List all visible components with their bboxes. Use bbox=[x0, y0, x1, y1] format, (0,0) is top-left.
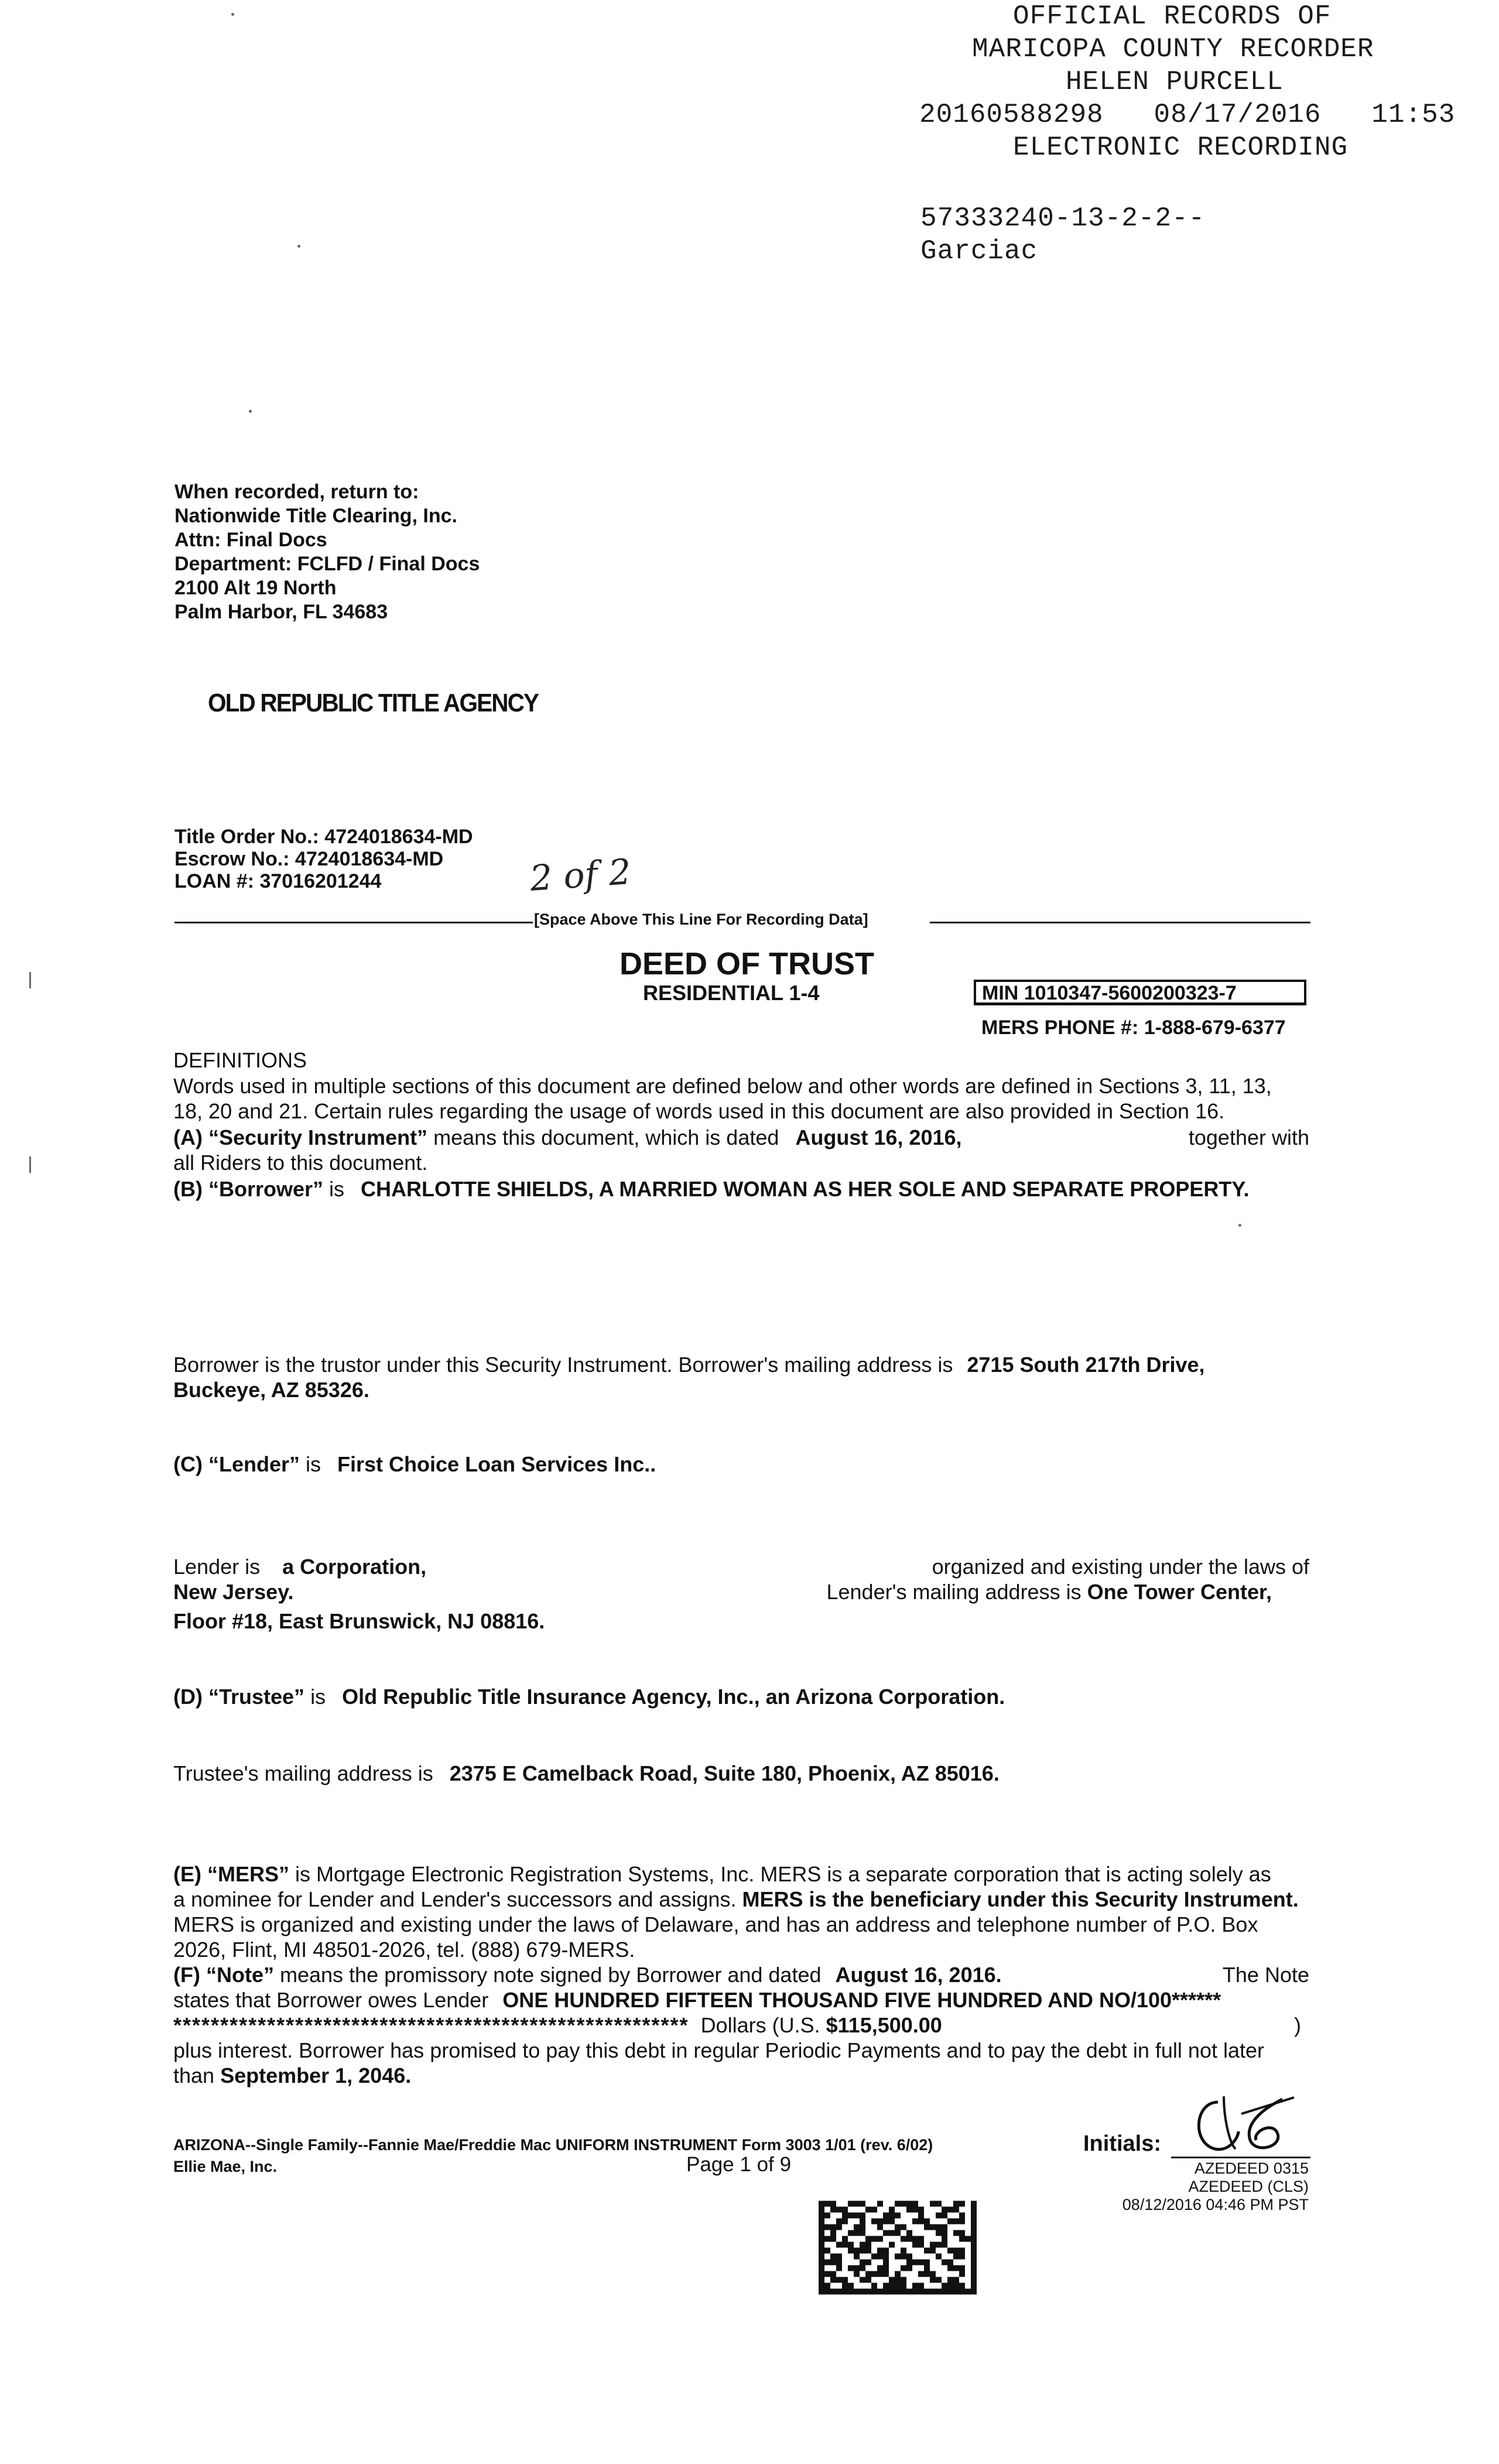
title-order-number: Title Order No.: 4724018634-MD bbox=[174, 826, 473, 848]
stamp-line-4 bbox=[919, 98, 1481, 131]
initials-line bbox=[1171, 2157, 1310, 2158]
def-a-label: (A) “Security Instrument” bbox=[173, 1125, 428, 1149]
return-to-line: Nationwide Title Clearing, Inc. bbox=[174, 505, 458, 527]
lender-address-street: One Tower Center, bbox=[1087, 1580, 1272, 1604]
def-e-label: (E) “MERS” bbox=[173, 1862, 289, 1886]
form-code-3: 08/12/2016 04:46 PM PST bbox=[1122, 2196, 1309, 2213]
return-to-line: Department: FCLFD / Final Docs bbox=[174, 553, 480, 575]
note-date: August 16, 2016. bbox=[835, 1963, 1002, 1987]
def-f-line-5 bbox=[173, 2063, 411, 2088]
min-box bbox=[974, 980, 1306, 1005]
loan-amount: $115,500.00 bbox=[826, 2013, 942, 2037]
def-a-together: together with bbox=[1188, 1125, 1309, 1149]
agency-name: OLD REPUBLIC TITLE AGENCY bbox=[208, 689, 539, 717]
def-f-the-note: The Note bbox=[1222, 1963, 1309, 1987]
borrower-address-city: Buckeye, AZ 85326. bbox=[173, 1378, 369, 1402]
scan-speck bbox=[1238, 1224, 1241, 1227]
def-c-is: is bbox=[306, 1452, 321, 1476]
def-e-text-2b: MERS is the beneficiary under this Security Instrument. bbox=[742, 1887, 1299, 1911]
loan-number: LOAN #: 37016201244 bbox=[174, 870, 382, 892]
scan-speck bbox=[297, 245, 300, 248]
trustee-address: 2375 E Camelback Road, Suite 180, Phoenix, AZ 85016. bbox=[449, 1761, 1000, 1785]
def-b-line bbox=[173, 1177, 1249, 1202]
def-f-line-1 bbox=[173, 1963, 1309, 1987]
lender-is: Lender is bbox=[173, 1555, 261, 1579]
lender-line-2 bbox=[173, 1580, 1309, 1604]
lender-address-text: Lender's mailing address is bbox=[826, 1580, 1082, 1604]
escrow-number: Escrow No.: 4724018634-MD bbox=[174, 848, 444, 870]
stamp-time: 11:53 bbox=[1371, 100, 1456, 130]
document-title: DEED OF TRUST bbox=[620, 946, 875, 981]
lender-line-1 bbox=[173, 1555, 1309, 1579]
def-f-label: (F) “Note” bbox=[173, 1963, 274, 1987]
def-f-text-1: means the promissory note signed by Borrower and dated bbox=[279, 1963, 822, 1987]
definitions-intro-1: Words used in multiple sections of this document are defined below and other words are defined in Sections 3, 11, 13, bbox=[173, 1074, 1272, 1098]
scan-speck bbox=[231, 13, 234, 16]
form-code-1: AZEDEED 0315 bbox=[1194, 2160, 1309, 2177]
borrower-name: CHARLOTTE SHIELDS, A MARRIED WOMAN AS HER SOLE AND SEPARATE PROPERTY. bbox=[361, 1177, 1250, 1201]
form-line: ARIZONA--Single Family--Fannie Mae/Freddie Mac UNIFORM INSTRUMENT Form 3003 1/01 (rev. 6/02) bbox=[173, 2136, 933, 2154]
form-code-2: AZEDEED (CLS) bbox=[1188, 2178, 1309, 2195]
borrower-address-line-1 bbox=[173, 1353, 1205, 1377]
lender-address-group bbox=[826, 1580, 1272, 1604]
def-f-dollars: Dollars (U.S. bbox=[700, 2013, 820, 2037]
stamp-doc-number: 20160588298 bbox=[919, 100, 1104, 130]
stamp-line-1: OFFICIAL RECORDS OF bbox=[1013, 1, 1332, 32]
document-subtitle: RESIDENTIAL 1-4 bbox=[643, 981, 820, 1005]
def-a-date: August 16, 2016, bbox=[795, 1125, 962, 1149]
def-f-line-3 bbox=[173, 2013, 1309, 2038]
vendor: Ellie Mae, Inc. bbox=[173, 2158, 278, 2175]
lender-state: New Jersey. bbox=[173, 1580, 294, 1604]
stamp-ref-block bbox=[920, 202, 1205, 268]
def-f-stars: ******************************************************* bbox=[173, 2013, 689, 2037]
def-e-line-1 bbox=[173, 1862, 1271, 1887]
maturity-date: September 1, 2046. bbox=[220, 2063, 412, 2087]
initials-label: Initials: bbox=[1083, 2131, 1162, 2156]
borrower-address-street: 2715 South 217th Drive, bbox=[967, 1353, 1205, 1377]
lender-organized: organized and existing under the laws of bbox=[932, 1555, 1309, 1579]
handwritten-note: 2 of 2 bbox=[528, 851, 633, 899]
return-to-line: 2100 Alt 19 North bbox=[174, 577, 337, 599]
mers-phone: MERS PHONE #: 1-888-679-6377 bbox=[981, 1017, 1286, 1039]
page-number: Page 1 of 9 bbox=[686, 2153, 792, 2176]
scan-speck bbox=[249, 410, 252, 413]
definitions-title: DEFINITIONS bbox=[173, 1048, 307, 1072]
return-to-block bbox=[174, 480, 480, 624]
recorder-stamp bbox=[919, 0, 1481, 164]
borrower-address-text: Borrower is the trustor under this Security Instrument. Borrower's mailing address is bbox=[173, 1353, 953, 1377]
stamp-line-2: MARICOPA COUNTY RECORDER bbox=[972, 34, 1374, 64]
scan-speck bbox=[29, 972, 31, 988]
def-d-label: (D) “Trustee” bbox=[173, 1685, 305, 1709]
lender-name: First Choice Loan Services Inc.. bbox=[337, 1452, 656, 1476]
trustee-address-line bbox=[173, 1761, 1000, 1786]
def-e-line-3: MERS is organized and existing under the laws of Delaware, and has an address and telephone number of P.O. Box bbox=[173, 1912, 1258, 1936]
return-to-line: Attn: Final Docs bbox=[174, 529, 327, 551]
scan-speck bbox=[29, 1156, 31, 1173]
lender-type: a Corporation, bbox=[282, 1555, 427, 1579]
def-c-label: (C) “Lender” bbox=[173, 1452, 300, 1476]
def-f-line-4: plus interest. Borrower has promised to pay this debt in regular Periodic Payments and to pay the debt in full not later bbox=[173, 2038, 1264, 2062]
def-d-is: is bbox=[310, 1685, 326, 1709]
divider-label: [Space Above This Line For Recording Data] bbox=[534, 911, 868, 928]
def-a-text: means this document, which is dated bbox=[433, 1125, 779, 1149]
def-c-line bbox=[173, 1452, 656, 1477]
stamp-line-3: HELEN PURCELL bbox=[1066, 67, 1284, 97]
def-f-paren: ) bbox=[1294, 2013, 1301, 2037]
def-e-line-4: 2026, Flint, MI 48501-2026, tel. (888) 679-MERS. bbox=[173, 1938, 635, 1962]
stamp-line-5: ELECTRONIC RECORDING bbox=[1013, 132, 1349, 163]
def-f-text-2: states that Borrower owes Lender bbox=[173, 1988, 489, 2012]
stamp-clerk: Garciac bbox=[920, 236, 1038, 266]
def-b-label: (B) “Borrower” bbox=[173, 1177, 324, 1201]
def-a-line-2: all Riders to this document. bbox=[173, 1151, 428, 1175]
def-e-text-1: is Mortgage Electronic Registration Systems, Inc. MERS is a separate corporation that is acting solely as bbox=[295, 1862, 1271, 1886]
def-f-than: than bbox=[173, 2063, 215, 2087]
stamp-date: 08/17/2016 bbox=[1154, 100, 1322, 130]
return-to-line: When recorded, return to: bbox=[174, 481, 419, 503]
divider-right bbox=[930, 922, 1310, 923]
def-a-line-1 bbox=[173, 1125, 1309, 1150]
def-b-is: is bbox=[329, 1177, 345, 1201]
return-to-line: Palm Harbor, FL 34683 bbox=[174, 601, 388, 623]
form-codes bbox=[1122, 2160, 1309, 2214]
definitions-intro-2: 18, 20 and 21. Certain rules regarding the usage of words used in this document are also provided in Section 16. bbox=[173, 1099, 1225, 1123]
def-e-line-2 bbox=[173, 1887, 1299, 1912]
min-number: MIN 1010347-5600200323-7 bbox=[982, 982, 1237, 1004]
loan-amount-words: ONE HUNDRED FIFTEEN THOUSAND FIVE HUNDRED AND NO/100****** bbox=[502, 1988, 1221, 2012]
def-d-line bbox=[173, 1685, 1005, 1709]
divider-left bbox=[174, 922, 533, 923]
trustee-address-text: Trustee's mailing address is bbox=[173, 1761, 433, 1785]
def-e-text-2a: a nominee for Lender and Lender's successors and assigns. bbox=[173, 1887, 737, 1911]
initials-signature bbox=[1183, 2090, 1300, 2155]
barcode-image bbox=[819, 2199, 977, 2296]
lender-address-city: Floor #18, East Brunswick, NJ 08816. bbox=[173, 1609, 545, 1633]
order-info bbox=[174, 826, 473, 892]
def-f-line-2 bbox=[173, 1988, 1221, 2013]
trustee-name: Old Republic Title Insurance Agency, Inc., an Arizona Corporation. bbox=[342, 1685, 1005, 1709]
stamp-ref-code: 57333240-13-2-2-- bbox=[920, 203, 1206, 234]
